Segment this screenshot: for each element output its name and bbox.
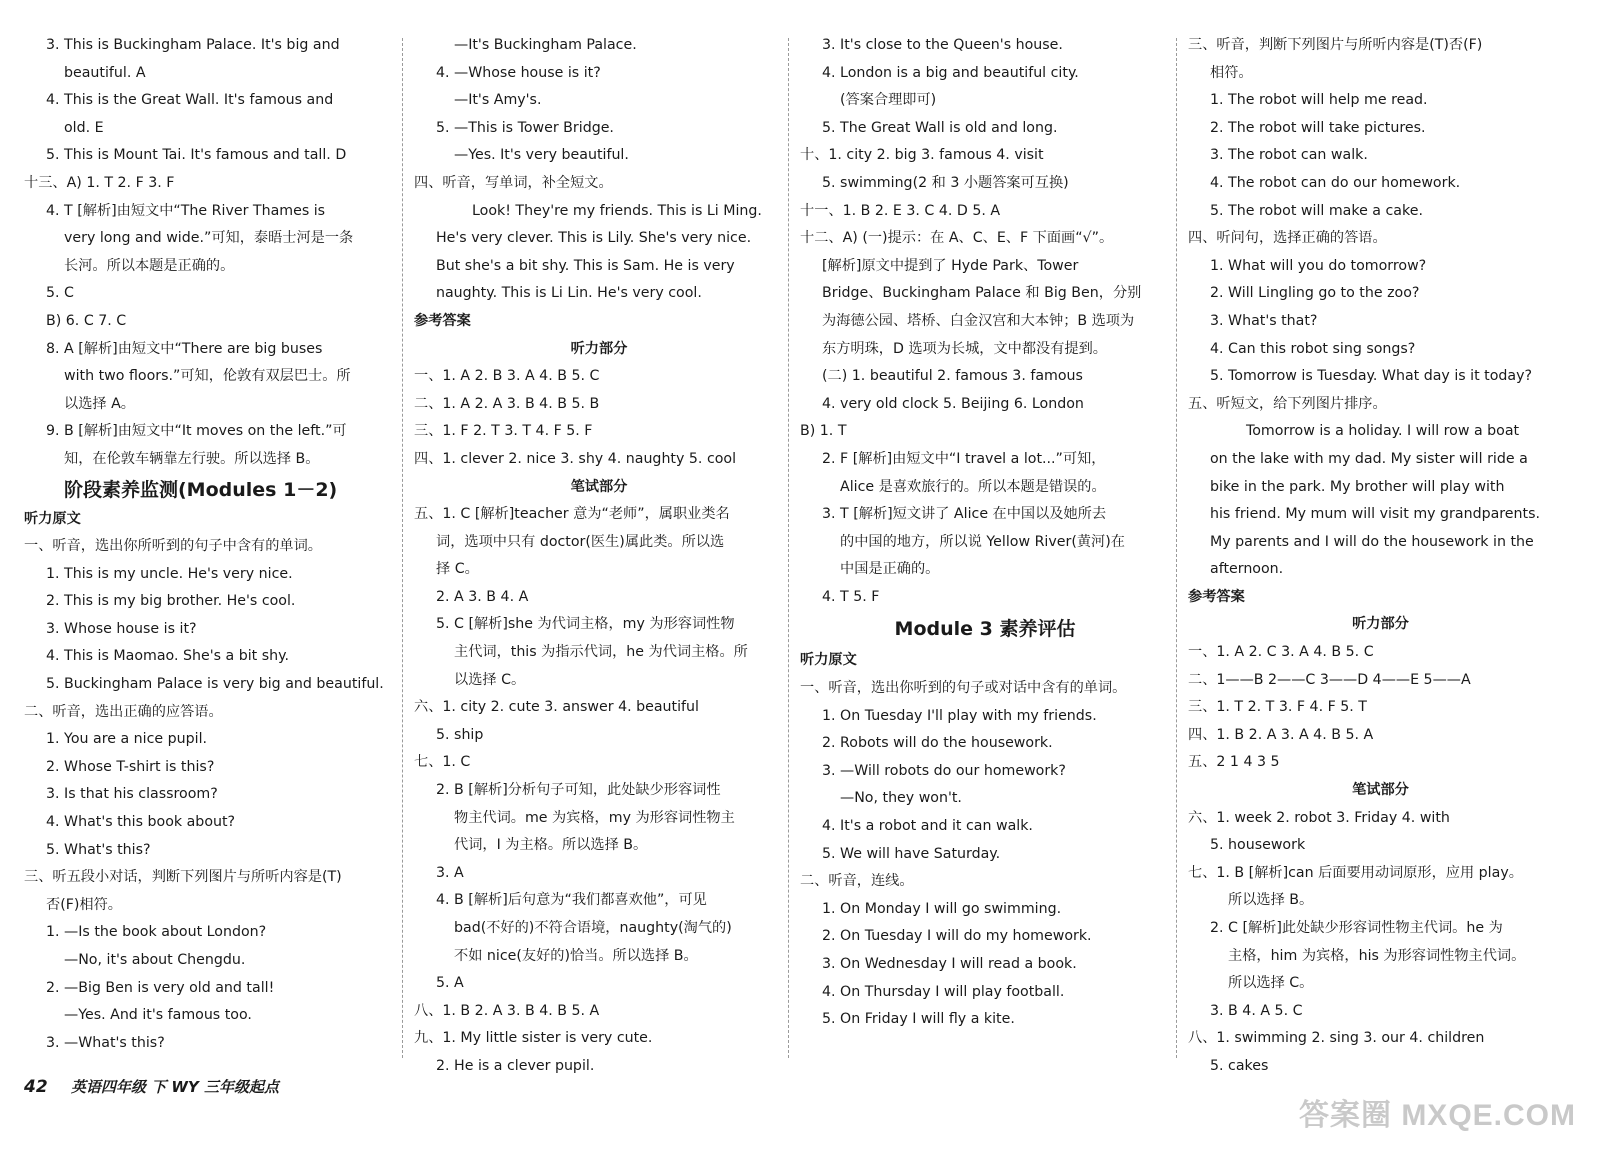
- text-line: 2. The robot will take pictures.: [1210, 119, 1426, 136]
- text-line: 3. —What's this?: [46, 1034, 165, 1051]
- section-heading: 阶段素养监测(Modules 1－2): [64, 478, 338, 501]
- text-line: 一、1. A 2. B 3. A 4. B 5. C: [414, 368, 600, 385]
- text-line: 5. housework: [1210, 837, 1306, 854]
- column-1: [24, 32, 400, 1057]
- text-line: Look! They're my friends. This is Li Ming.: [472, 202, 762, 219]
- text-line: 笔试部分: [1352, 782, 1409, 799]
- text-line: 一、听音，选出你所听到的句子中含有的单词。: [24, 538, 322, 555]
- text-line: 2. B [解析]分析句子可知，此处缺少形容词性: [436, 782, 721, 799]
- text-line: 不如 nice(友好的)恰当。所以选择 B。: [454, 947, 698, 964]
- text-line: —It's Amy's.: [454, 92, 542, 109]
- text-line: 的中国的地方，所以说 Yellow River(黄河)在: [840, 533, 1125, 550]
- text-line: 3. T [解析]短文讲了 Alice 在中国以及她所去: [822, 506, 1107, 523]
- text-line: 参考答案: [414, 312, 471, 329]
- text-line: 1. You are a nice pupil.: [46, 731, 208, 748]
- text-line: 5. What's this?: [46, 841, 151, 858]
- text-line: But she's a bit shy. This is Sam. He is very: [436, 257, 735, 274]
- text-line: 2. Robots will do the housework.: [822, 735, 1053, 752]
- section-heading: Module 3 素养评估: [894, 618, 1076, 641]
- text-line: 二、1. A 2. A 3. B 4. B 5. B: [414, 395, 600, 412]
- text-line: 1. This is my uncle. He's very nice.: [46, 565, 293, 582]
- text-line: 所以选择 B。: [1228, 892, 1314, 909]
- text-line: 5. This is Mount Tai. It's famous and tall. D: [46, 147, 347, 164]
- text-line: 3. A: [436, 864, 464, 881]
- text-line: 十三、A) 1. T 2. F 3. F: [24, 174, 175, 191]
- text-line: He's very clever. This is Lily. She's very nice.: [436, 230, 752, 247]
- text-line: 一、1. A 2. C 3. A 4. B 5. C: [1188, 644, 1374, 661]
- text-line: 2. Will Lingling go to the zoo?: [1210, 285, 1420, 302]
- text-line: 三、听五段小对话，判断下列图片与所听内容是(T): [24, 869, 342, 886]
- text-line: 5. cakes: [1210, 1057, 1269, 1074]
- text-line: 知，在伦敦车辆靠左行驶。所以选择 B。: [64, 450, 320, 467]
- text-line: 一、听音，选出你听到的句子或对话中含有的单词。: [800, 680, 1127, 697]
- text-line: 九、1. My little sister is very cute.: [414, 1030, 653, 1047]
- text-line: 4. It's a robot and it can walk.: [822, 818, 1033, 835]
- text-line: 物主代词。me 为宾格，my 为形容词性物主: [454, 809, 735, 826]
- text-line: —Yes. It's very beautiful.: [454, 147, 629, 164]
- text-line: naughty. This is Li Lin. He's very cool.: [436, 285, 702, 302]
- text-line: on the lake with my dad. My sister will ride a: [1210, 450, 1528, 467]
- text-line: —No, they won't.: [840, 790, 962, 807]
- text-line: 六、1. city 2. cute 3. answer 4. beautiful: [414, 699, 699, 716]
- text-line: 3. On Wednesday I will read a book.: [822, 956, 1077, 972]
- text-line: 相符。: [1210, 64, 1253, 81]
- text-line: 1. On Tuesday I'll play with my friends.: [822, 707, 1097, 724]
- text-line: 4. T 5. F: [822, 588, 880, 605]
- text-line: 主代词，this 为指示代词，he 为代词主格。所: [454, 644, 748, 661]
- text-line: 1. On Monday I will go swimming.: [822, 900, 1062, 917]
- text-line: 八、1. swimming 2. sing 3. our 4. children: [1188, 1030, 1485, 1047]
- text-line: 听力原文: [800, 652, 857, 669]
- text-line: 十、1. city 2. big 3. famous 4. visit: [800, 147, 1044, 164]
- text-line: 四、听问句，选择正确的答语。: [1188, 230, 1387, 247]
- text-line: 三、听音，判断下列图片与所听内容是(T)否(F): [1188, 37, 1483, 53]
- text-line: 2. —Big Ben is very old and tall!: [46, 979, 275, 996]
- text-line: 八、1. B 2. A 3. B 4. B 5. A: [414, 1002, 600, 1019]
- text-line: 五、2 1 4 3 5: [1188, 754, 1280, 771]
- column-3: [800, 32, 1170, 1034]
- text-line: 5. We will have Saturday.: [822, 845, 1001, 862]
- text-line: Tomorrow is a holiday. I will row a boat: [1246, 423, 1520, 440]
- text-line: 3. Whose house is it?: [46, 620, 197, 637]
- text-line: 四、1. clever 2. nice 3. shy 4. naughty 5. cool: [414, 450, 737, 467]
- text-line: 1. What will you do tomorrow?: [1210, 257, 1427, 274]
- text-line: 5. C: [46, 285, 74, 302]
- text-line: 六、1. week 2. robot 3. Friday 4. with: [1188, 809, 1450, 826]
- text-line: 4. This is Maomao. She's a bit shy.: [46, 648, 289, 665]
- text-line: 1. The robot will help me read.: [1210, 92, 1428, 109]
- text-line: 1. —Is the book about London?: [46, 924, 267, 941]
- text-line: 9. B [解析]由短文中“It moves on the left.”可: [46, 423, 347, 440]
- text-line: 二、听音，选出正确的应答语。: [24, 703, 223, 720]
- text-line: very long and wide.”可知，泰晤士河是一条: [64, 230, 354, 247]
- text-line: 2. A 3. B 4. A: [436, 588, 529, 605]
- text-line: (答案合理即可): [840, 92, 937, 109]
- text-line: his friend. My mum will visit my grandparents.: [1210, 506, 1540, 523]
- text-line: 否(F)相符。: [46, 896, 122, 913]
- text-line: 2. F [解析]由短文中“I travel a lot...”可知，: [822, 450, 1106, 467]
- text-line: afternoon.: [1210, 561, 1284, 578]
- text-line: Bridge、Buckingham Palace 和 Big Ben，分别: [822, 285, 1142, 302]
- text-line: 4. On Thursday I will play football.: [822, 983, 1065, 1000]
- text-line: 七、1. C: [414, 754, 471, 771]
- text-line: 所以选择 C。: [1228, 975, 1314, 992]
- text-line: 笔试部分: [570, 478, 628, 495]
- text-line: 4. What's this book about?: [46, 814, 236, 831]
- text-line: 听力原文: [24, 510, 81, 527]
- text-line: 以选择 A。: [64, 395, 135, 412]
- text-line: 参考答案: [1188, 588, 1245, 605]
- column-4: [1188, 32, 1573, 1081]
- text-line: 2. On Tuesday I will do my homework.: [822, 928, 1092, 945]
- text-line: 4. very old clock 5. Beijing 6. London: [822, 395, 1084, 412]
- text-line: My parents and I will do the housework in the: [1210, 533, 1534, 550]
- text-line: bad(不好的)不符合语境，naughty(淘气的): [454, 920, 732, 936]
- text-line: 以选择 C。: [454, 671, 526, 688]
- text-line: —It's Buckingham Palace.: [454, 37, 637, 53]
- text-line: —No, it's about Chengdu.: [64, 952, 246, 968]
- text-line: [解析]原文中提到了 Hyde Park、Tower: [822, 257, 1079, 274]
- text-line: 听力部分: [570, 340, 628, 357]
- text-line: 3. What's that?: [1210, 312, 1318, 329]
- text-line: 代词，I 为主格。所以选择 B。: [454, 837, 648, 854]
- text-line: (二) 1. beautiful 2. famous 3. famous: [822, 368, 1083, 385]
- text-line: 2. C [解析]此处缺少形容词性物主代词。he 为: [1210, 920, 1503, 936]
- column-2: [414, 32, 784, 1081]
- page-footer: [24, 1076, 279, 1097]
- text-line: 3. B 4. A 5. C: [1210, 1002, 1303, 1019]
- text-line: 4. Can this robot sing songs?: [1210, 340, 1416, 357]
- text-line: 七、1. B [解析]can 后面要用动词原形，应用 play。: [1188, 864, 1523, 881]
- text-line: bike in the park. My brother will play with: [1210, 478, 1505, 495]
- text-line: 为海德公园、塔桥、白金汉宫和大本钟；B 选项为: [822, 312, 1135, 329]
- text-line: 4. T [解析]由短文中“The River Thames is: [46, 202, 326, 219]
- page-number: 42: [24, 1077, 48, 1097]
- text-line: 5. Buckingham Palace is very big and beautiful.: [46, 676, 384, 693]
- text-line: 十二、A) (一)提示：在 A、C、E、F 下面画“√”。: [800, 230, 1114, 247]
- text-line: 5. On Friday I will fly a kite.: [822, 1011, 1015, 1028]
- text-line: 8. A [解析]由短文中“There are big buses: [46, 340, 323, 357]
- text-line: 2. This is my big brother. He's cool.: [46, 593, 296, 610]
- text-line: B) 6. C 7. C: [46, 312, 127, 329]
- text-line: 2. He is a clever pupil.: [436, 1057, 595, 1074]
- text-line: 五、听短文，给下列图片排序。: [1188, 395, 1387, 412]
- text-line: 中国是正确的。: [840, 561, 940, 578]
- text-line: —Yes. And it's famous too.: [64, 1007, 252, 1024]
- text-line: 词，选项中只有 doctor(医生)属此类。所以选: [436, 533, 725, 550]
- text-line: 二、1——B 2——C 3——D 4——E 5——A: [1188, 671, 1471, 688]
- text-line: 五、1. C [解析]teacher 意为“老师”，属职业类名: [414, 506, 730, 523]
- text-line: 四、听音，写单词，补全短文。: [414, 174, 613, 191]
- column-divider: [402, 38, 403, 1058]
- text-line: 5. —This is Tower Bridge.: [436, 119, 614, 136]
- text-line: 4. London is a big and beautiful city.: [822, 64, 1079, 81]
- text-line: 5. The Great Wall is old and long.: [822, 119, 1058, 136]
- text-line: 长河。所以本题是正确的。: [64, 257, 235, 274]
- text-line: 5. Tomorrow is Tuesday. What day is it today?: [1210, 368, 1533, 385]
- text-line: Alice 是喜欢旅行的。所以本题是错误的。: [840, 478, 1106, 495]
- text-line: 4. This is the Great Wall. It's famous and: [46, 92, 334, 109]
- text-line: 4. B [解析]后句意为“我们都喜欢他”，可见: [436, 892, 707, 909]
- text-line: 主格，him 为宾格，his 为形容词性物主代词。: [1228, 947, 1526, 964]
- text-line: old. E: [64, 119, 104, 136]
- text-line: 二、听音，连线。: [800, 873, 914, 890]
- text-line: B) 1. T: [800, 423, 847, 440]
- text-line: with two floors.”可知，伦敦有双层巴士。所: [64, 368, 351, 385]
- text-line: 四、1. B 2. A 3. A 4. B 5. A: [1188, 726, 1374, 743]
- text-line: 三、1. T 2. T 3. F 4. F 5. T: [1188, 699, 1367, 716]
- column-divider: [788, 38, 789, 1058]
- text-line: 3. This is Buckingham Palace. It's big and: [46, 37, 340, 53]
- text-line: 4. —Whose house is it?: [436, 64, 601, 81]
- book-info: 英语四年级 下 WY 三年级起点: [70, 1078, 279, 1096]
- text-line: 十一、1. B 2. E 3. C 4. D 5. A: [800, 202, 1001, 219]
- text-line: 4. The robot can do our homework.: [1210, 174, 1461, 191]
- text-line: 5. The robot will make a cake.: [1210, 202, 1423, 219]
- text-line: 3. It's close to the Queen's house.: [822, 37, 1063, 53]
- text-line: 东方明珠，D 选项为长城，文中都没有提到。: [822, 340, 1107, 357]
- text-line: 5. ship: [436, 726, 484, 743]
- text-line: 3. —Will robots do our homework?: [822, 762, 1066, 779]
- text-line: 3. Is that his classroom?: [46, 786, 218, 803]
- text-line: 三、1. F 2. T 3. T 4. F 5. F: [414, 423, 593, 440]
- text-line: 5. swimming(2 和 3 小题答案可互换): [822, 174, 1069, 191]
- column-divider: [1176, 38, 1177, 1058]
- text-line: 5. C [解析]she 为代词主格，my 为形容词性物: [436, 616, 735, 633]
- text-line: 5. A: [436, 975, 464, 992]
- text-line: 3. The robot can walk.: [1210, 147, 1368, 164]
- watermark: 答案圈 MXQE.COM: [1298, 1099, 1576, 1132]
- text-line: 择 C。: [436, 561, 479, 578]
- text-line: beautiful. A: [64, 64, 146, 81]
- text-line: 2. Whose T-shirt is this?: [46, 758, 215, 775]
- text-line: 听力部分: [1352, 616, 1409, 633]
